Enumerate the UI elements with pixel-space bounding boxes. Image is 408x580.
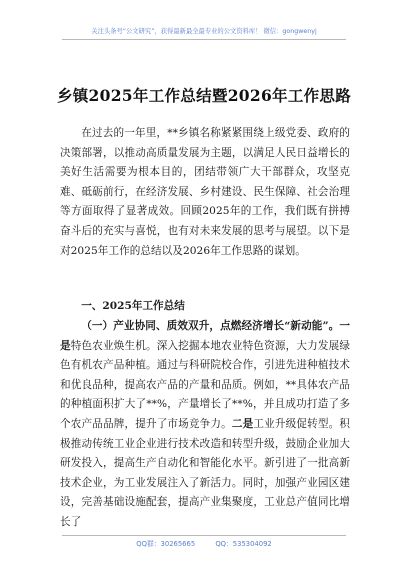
body-paragraph: [60, 317, 350, 533]
item-text: 特色农业焕生机。深入挖掘本地农业特色资源，大力发展绿色有机农产品种植。通过与科研院校合作，引进先进种植技术和优良品种，提高农产品的产量和品质。例如，**具体农产品的种植面积扩大了**%，产量增长了**%，并且成功打造了多个农产品品牌，提升了市场竞争力。: [60, 339, 350, 430]
document-title: 乡镇2025年工作总结暨2026年工作思路: [56, 86, 352, 105]
subsection-heading: （一）产业协同、质效双升，点燃经济增长“新动能”。: [81, 320, 340, 332]
item-marker: 二是: [231, 417, 254, 430]
footer-divider: [62, 535, 346, 536]
footer-qq-group: QQ群：30265665: [136, 540, 196, 548]
header-divider: [62, 39, 346, 40]
main-section: [60, 317, 350, 533]
intro-paragraph: 在过去的一年里，**乡镇名称紧紧围绕上级党委、政府的决策部署，以推动高质量发展为主题，以满足人民日益增长的美好生活需要为根本目的，团结带领广大干部群众，攻坚克难、砥砺前行，在经济发展、乡村建设、民生保障、社会治理等方面取得了显著成效。回顾2025年的工作，我们既有拼搏奋斗后的充实与喜悦，也有对未来发展的思考与展望。以下是对2025年工作的总结以及2026年工作思路的谋划。: [60, 127, 350, 257]
item-marker: 一是: [60, 320, 350, 352]
footer: [0, 538, 408, 548]
footer-qq: QQ：535304092: [215, 540, 272, 548]
top-banner: 关注头条号“公文研究”，获得最新最全最专业的公文资料库！ 微信：gongwenyj: [91, 28, 317, 35]
section-heading: 一、2025年工作总结: [81, 300, 185, 312]
item-text: 工业升级促转型。积极推动传统工业企业进行技术改造和转型升级，鼓励企业加大研发投入，提高生产自动化和智能化水平。新引进了一批高新技术企业，为工业发展注入了新活力。同时，加强产业园区建设，完善基础设施配套，提高产业集聚度，工业总产值同比增长了: [60, 417, 350, 528]
intro-section: [60, 124, 350, 261]
